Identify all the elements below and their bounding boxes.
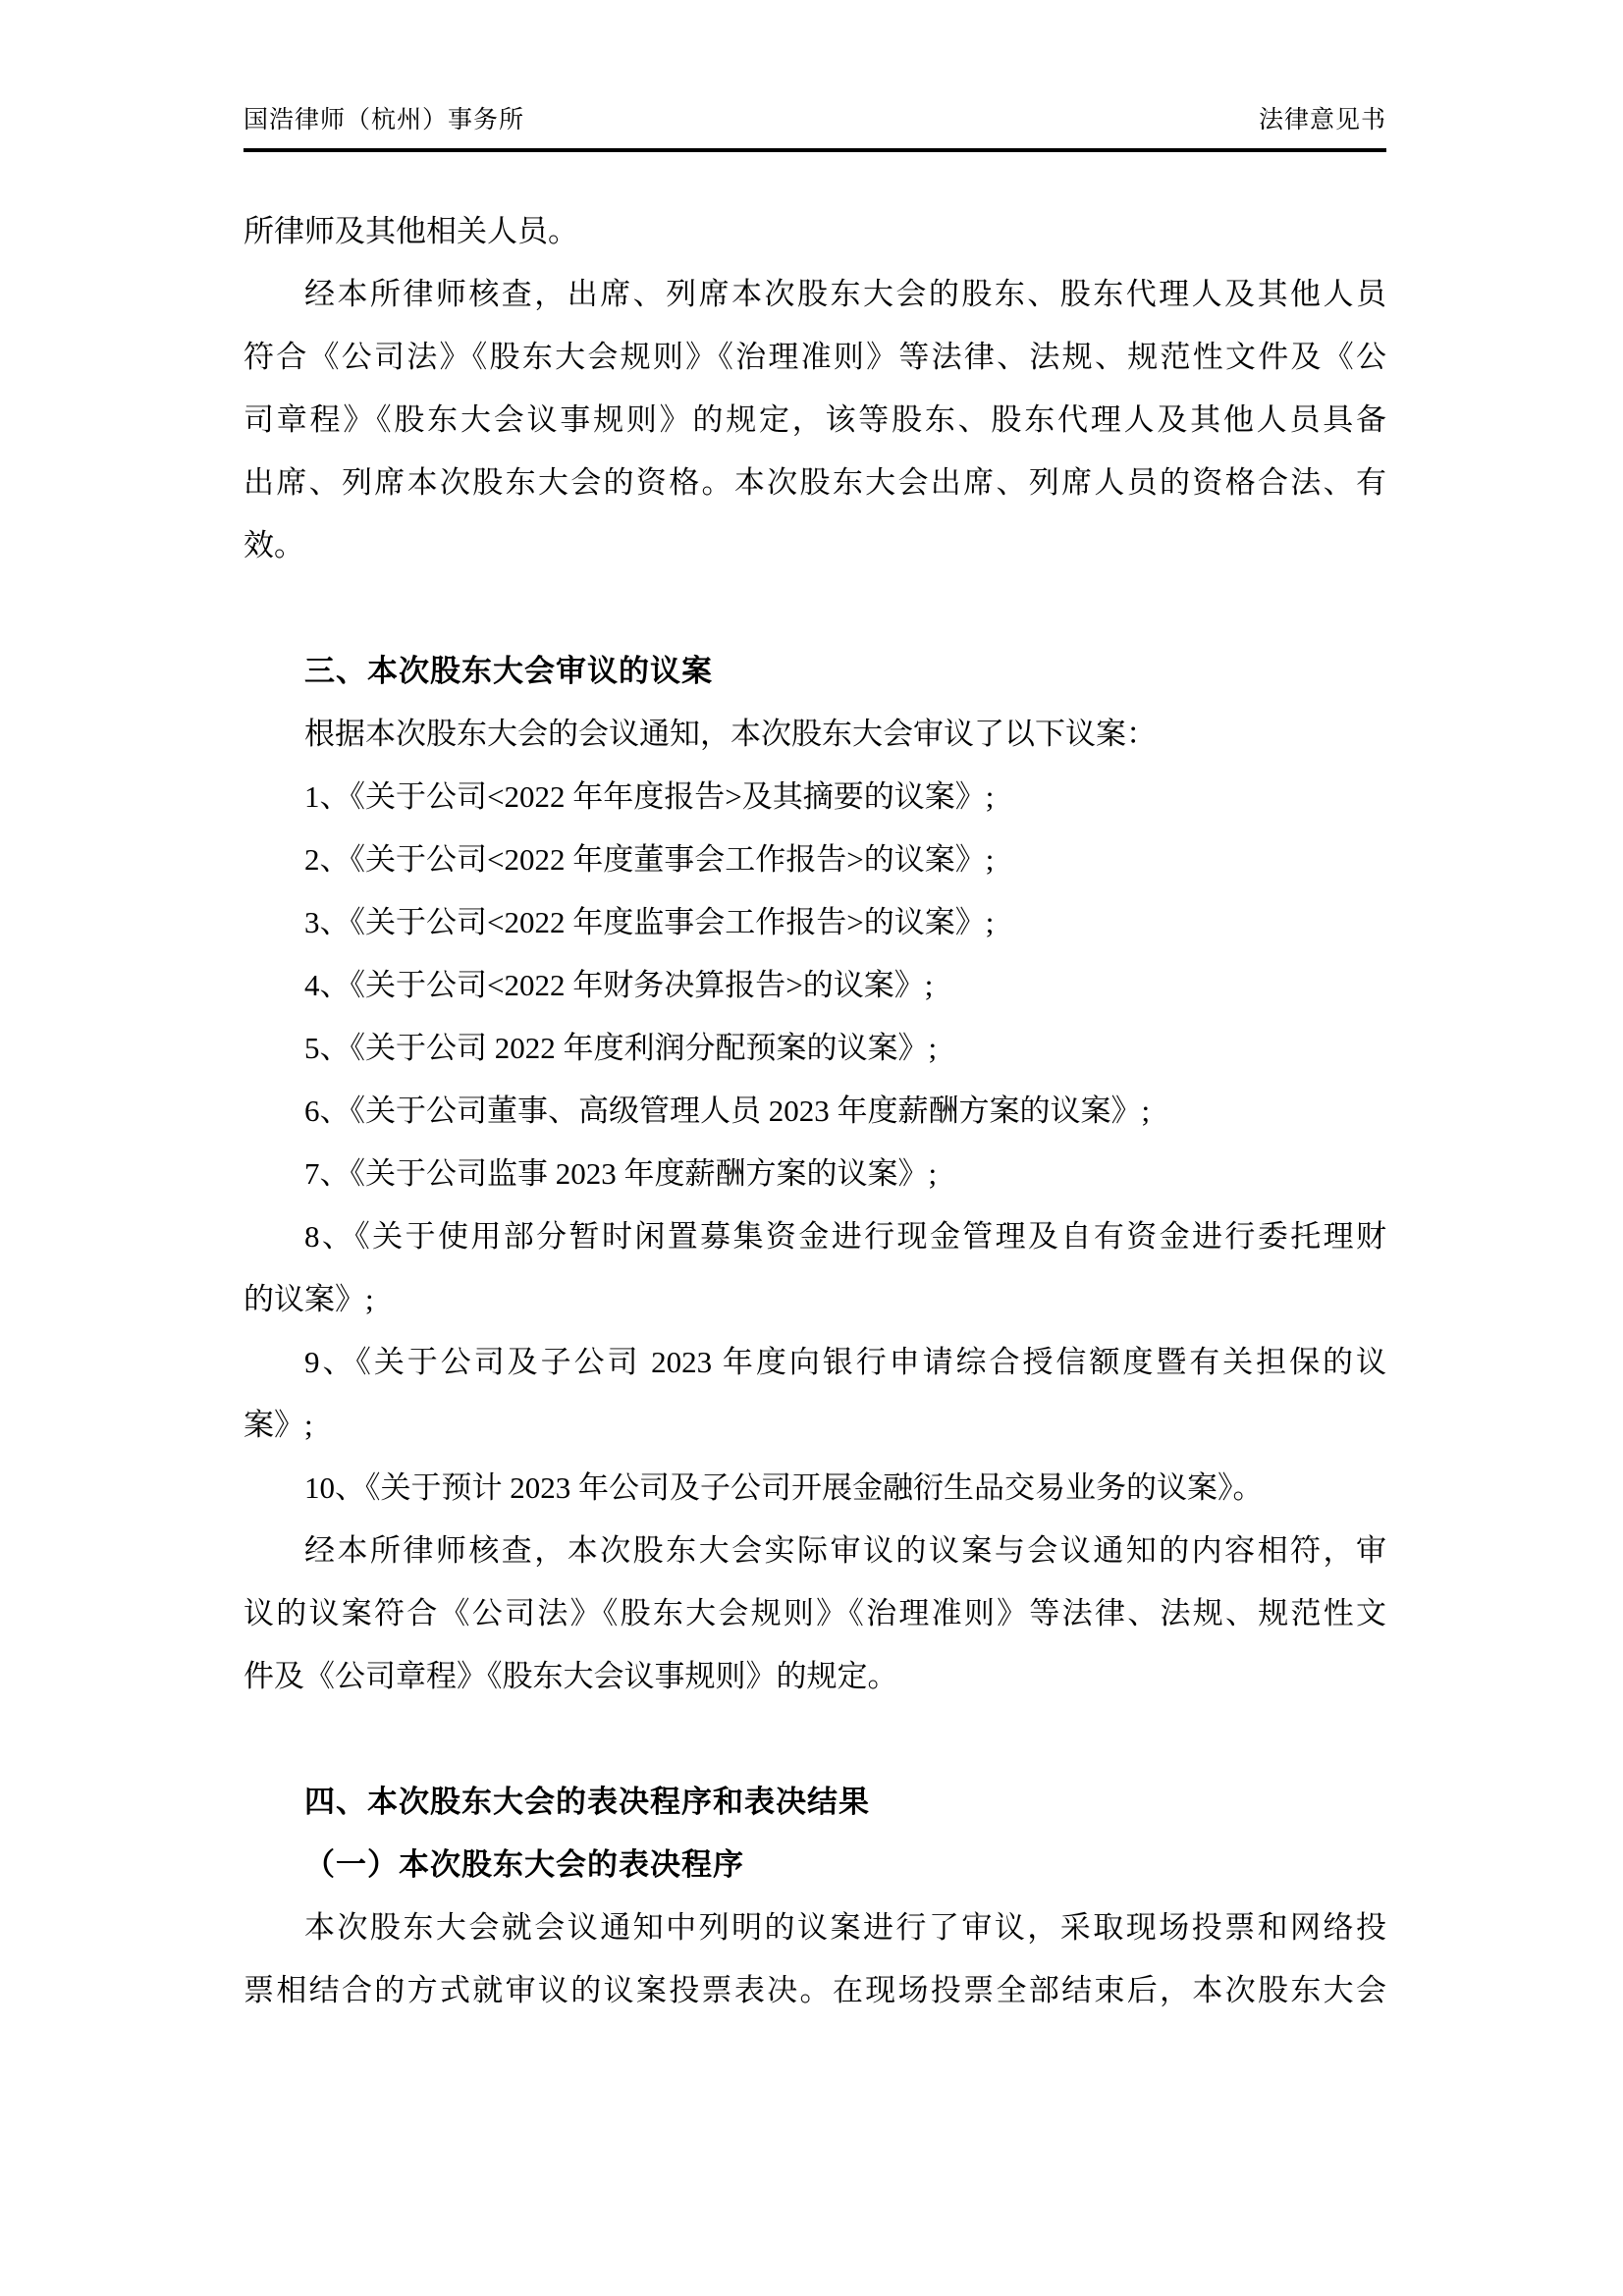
section-4-heading: 四、本次股东大会的表决程序和表决结果 — [304, 1785, 870, 1819]
qualification-paragraph-line: 效。 — [243, 528, 304, 562]
section-3-conclusion-line: 议的议案符合《公司法》《股东大会规则》《治理准则》等法律、法规、规范性文 — [243, 1596, 1386, 1630]
proposal-item-6: 6、《关于公司董事、高级管理人员 2023 年度薪酬方案的议案》; — [304, 1094, 1151, 1128]
section-3-conclusion-line: 经本所律师核查，本次股东大会实际审议的议案与会议通知的内容相符，审 — [304, 1533, 1386, 1568]
carryover-line: 所律师及其他相关人员。 — [243, 214, 578, 248]
section-3-conclusion-line: 件及《公司章程》《股东大会议事规则》的规定。 — [243, 1659, 898, 1693]
qualification-paragraph-line: 司章程》《股东大会议事规则》的规定，该等股东、股东代理人及其他人员具备 — [243, 402, 1386, 437]
proposal-item-7: 7、《关于公司监事 2023 年度薪酬方案的议案》; — [304, 1156, 938, 1191]
procedure-paragraph-line: 本次股东大会就会议通知中列明的议案进行了审议，采取现场投票和网络投 — [304, 1910, 1386, 1945]
header-divider — [243, 148, 1386, 152]
qualification-paragraph-line: 经本所律师核查，出席、列席本次股东大会的股东、股东代理人及其他人员 — [304, 277, 1386, 311]
section-3-lead: 根据本次股东大会的会议通知，本次股东大会审议了以下议案： — [304, 717, 1157, 751]
page-header — [243, 106, 1386, 135]
proposal-item-9: 9、《关于公司及子公司 2023 年度向银行申请综合授信额度暨有关担保的议 — [304, 1345, 1386, 1379]
proposal-item-5: 5、《关于公司 2022 年度利润分配预案的议案》; — [304, 1031, 938, 1065]
proposal-item-8-continuation: 的议案》; — [243, 1282, 374, 1316]
section-4-sub-heading: （一）本次股东大会的表决程序 — [304, 1847, 744, 1882]
proposal-item-3: 3、《关于公司<2022 年度监事会工作报告>的议案》; — [304, 905, 995, 939]
proposal-item-1: 1、《关于公司<2022 年年度报告>及其摘要的议案》; — [304, 779, 995, 814]
qualification-paragraph-line: 符合《公司法》《股东大会规则》《治理准则》等法律、法规、规范性文件及《公 — [243, 340, 1386, 374]
procedure-paragraph-line: 票相结合的方式就审议的议案投票表决。在现场投票全部结束后，本次股东大会 — [243, 1973, 1386, 2007]
document-body — [243, 200, 1386, 2022]
section-3-heading: 三、本次股东大会审议的议案 — [304, 654, 713, 688]
header-doc-title: 法律意见书 — [1258, 107, 1386, 133]
proposal-item-9-continuation: 案》; — [243, 1408, 313, 1442]
proposal-item-10: 10、《关于预计 2023 年公司及子公司开展金融衍生品交易业务的议案》。 — [304, 1470, 1264, 1505]
proposal-item-2: 2、《关于公司<2022 年度董事会工作报告>的议案》; — [304, 842, 995, 877]
header-firm-name: 国浩律师（杭州）事务所 — [243, 107, 525, 133]
proposal-item-8: 8、《关于使用部分暂时闲置募集资金进行现金管理及自有资金进行委托理财 — [304, 1219, 1386, 1254]
qualification-paragraph-line: 出席、列席本次股东大会的资格。本次股东大会出席、列席人员的资格合法、有 — [243, 465, 1386, 500]
blank-line — [243, 577, 1386, 640]
proposal-item-4: 4、《关于公司<2022 年财务决算报告>的议案》; — [304, 968, 934, 1002]
blank-line — [243, 1708, 1386, 1771]
